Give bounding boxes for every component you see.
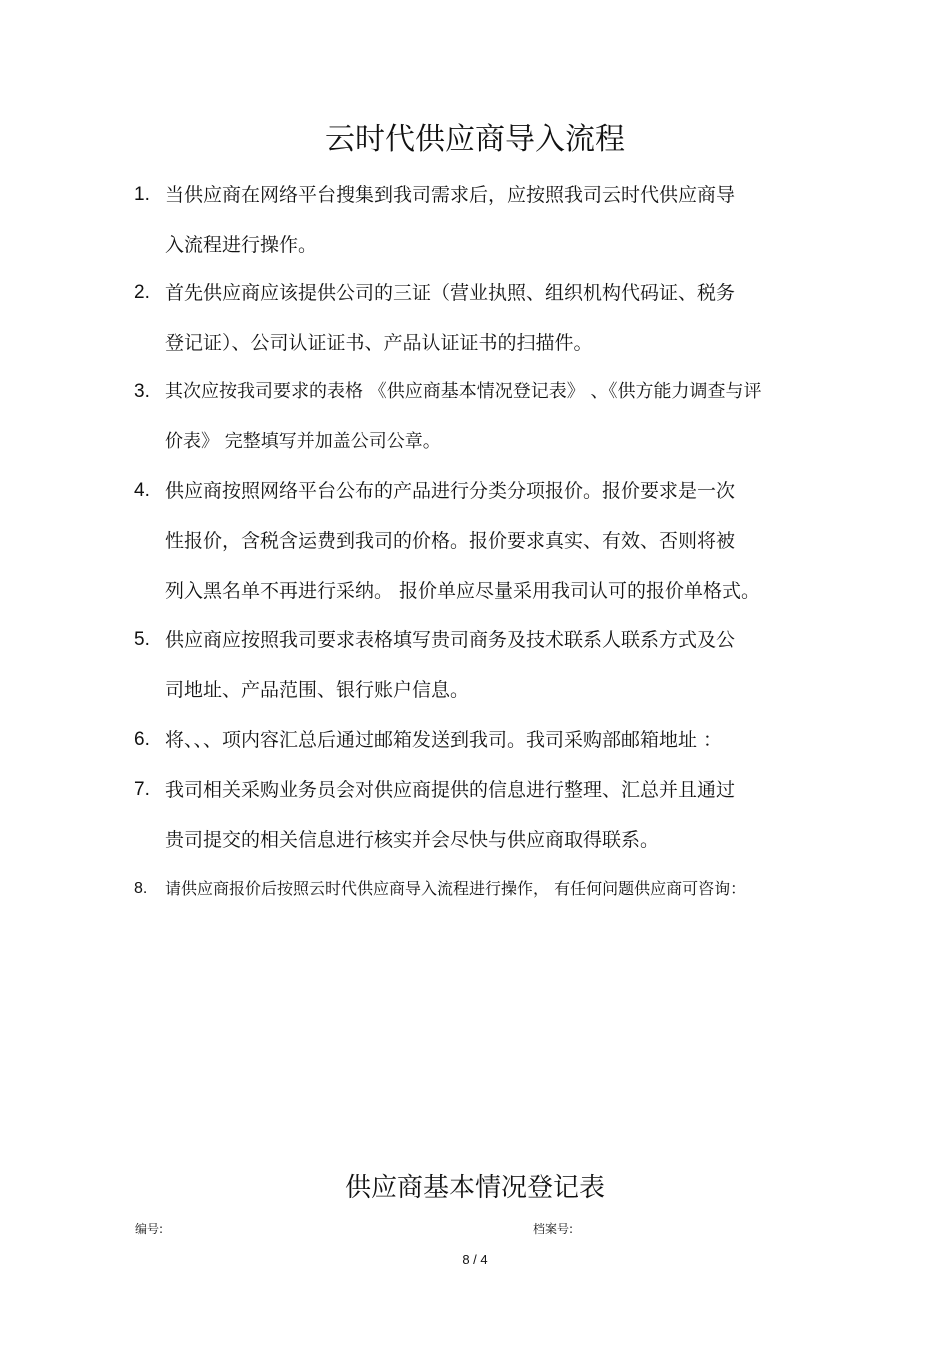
page-title: 云时代供应商导入流程 xyxy=(325,122,625,157)
item-line: 性报价，含税含运费到我司的价格。报价要求真实、有效、否则将被 xyxy=(165,530,736,552)
item-line: 司地址、产品范围、银行账户信息。 xyxy=(165,679,470,701)
item-number: 4. xyxy=(134,480,150,501)
item-text xyxy=(165,268,834,368)
item-text xyxy=(165,765,834,865)
item-line: 我司相关采购业务员会对供应商提供的信息进行整理、汇总并且通过 xyxy=(165,779,736,801)
item-line: 请供应商报价后按照云时代供应商导入流程进行操作， 有任何问题供应商可咨询： xyxy=(165,879,747,898)
item-line: 其次应按我司要求的表格 《供应商基本情况登记表》 、《供方能力调查与评 xyxy=(165,381,762,402)
item-number: 3. xyxy=(134,381,150,402)
item-text xyxy=(165,367,834,467)
item-text xyxy=(165,715,834,765)
list-item xyxy=(134,715,834,765)
item-line: 首先供应商应该提供公司的三证（营业执照、组织机构代码证、税务 xyxy=(165,282,736,304)
list-item xyxy=(134,765,834,865)
item-line: 入流程进行操作。 xyxy=(165,234,318,256)
item-number: 6. xyxy=(134,729,150,750)
item-line: 当供应商在网络平台搜集到我司需求后，应按照我司云时代供应商导 xyxy=(165,184,736,206)
list-item xyxy=(134,466,834,616)
list-item xyxy=(134,864,834,914)
item-text xyxy=(165,170,834,270)
item-number: 8. xyxy=(134,880,148,897)
item-text xyxy=(165,615,834,715)
item-line: 列入黑名单不再进行采纳。 报价单应尽量采用我司认可的报价单格式。 xyxy=(165,580,761,602)
list-item xyxy=(134,268,834,368)
item-text xyxy=(165,466,834,616)
list-item xyxy=(134,170,834,270)
item-line: 供应商应按照我司要求表格填写贵司商务及技术联系人联系方式及公 xyxy=(165,629,736,651)
item-line: 登记证）、公司认证证书、产品认证证书的扫描件。 xyxy=(165,332,593,354)
archive-number-label: 档案号: xyxy=(533,1222,574,1236)
item-line: 贵司提交的相关信息进行核实并会尽快与供应商取得联系。 xyxy=(165,829,660,851)
list-item xyxy=(134,367,834,467)
form-title: 供应商基本情况登记表 xyxy=(344,1173,605,1203)
item-number: 5. xyxy=(134,629,150,650)
page-number: 8 / 4 xyxy=(462,1252,488,1267)
number-label: 编号: xyxy=(135,1222,164,1236)
list-item xyxy=(134,615,834,715)
item-line: 价表》 完整填写并加盖公司公章。 xyxy=(165,431,441,452)
item-number: 1. xyxy=(134,184,150,205)
item-number: 7. xyxy=(134,779,150,800)
item-line: 将、、、项内容汇总后通过邮箱发送到我司。我司采购部邮箱地址 ： xyxy=(165,729,723,751)
item-line: 供应商按照网络平台公布的产品进行分类分项报价。报价要求是一次 xyxy=(165,480,736,502)
item-number: 2. xyxy=(134,282,150,303)
item-text xyxy=(165,864,834,914)
